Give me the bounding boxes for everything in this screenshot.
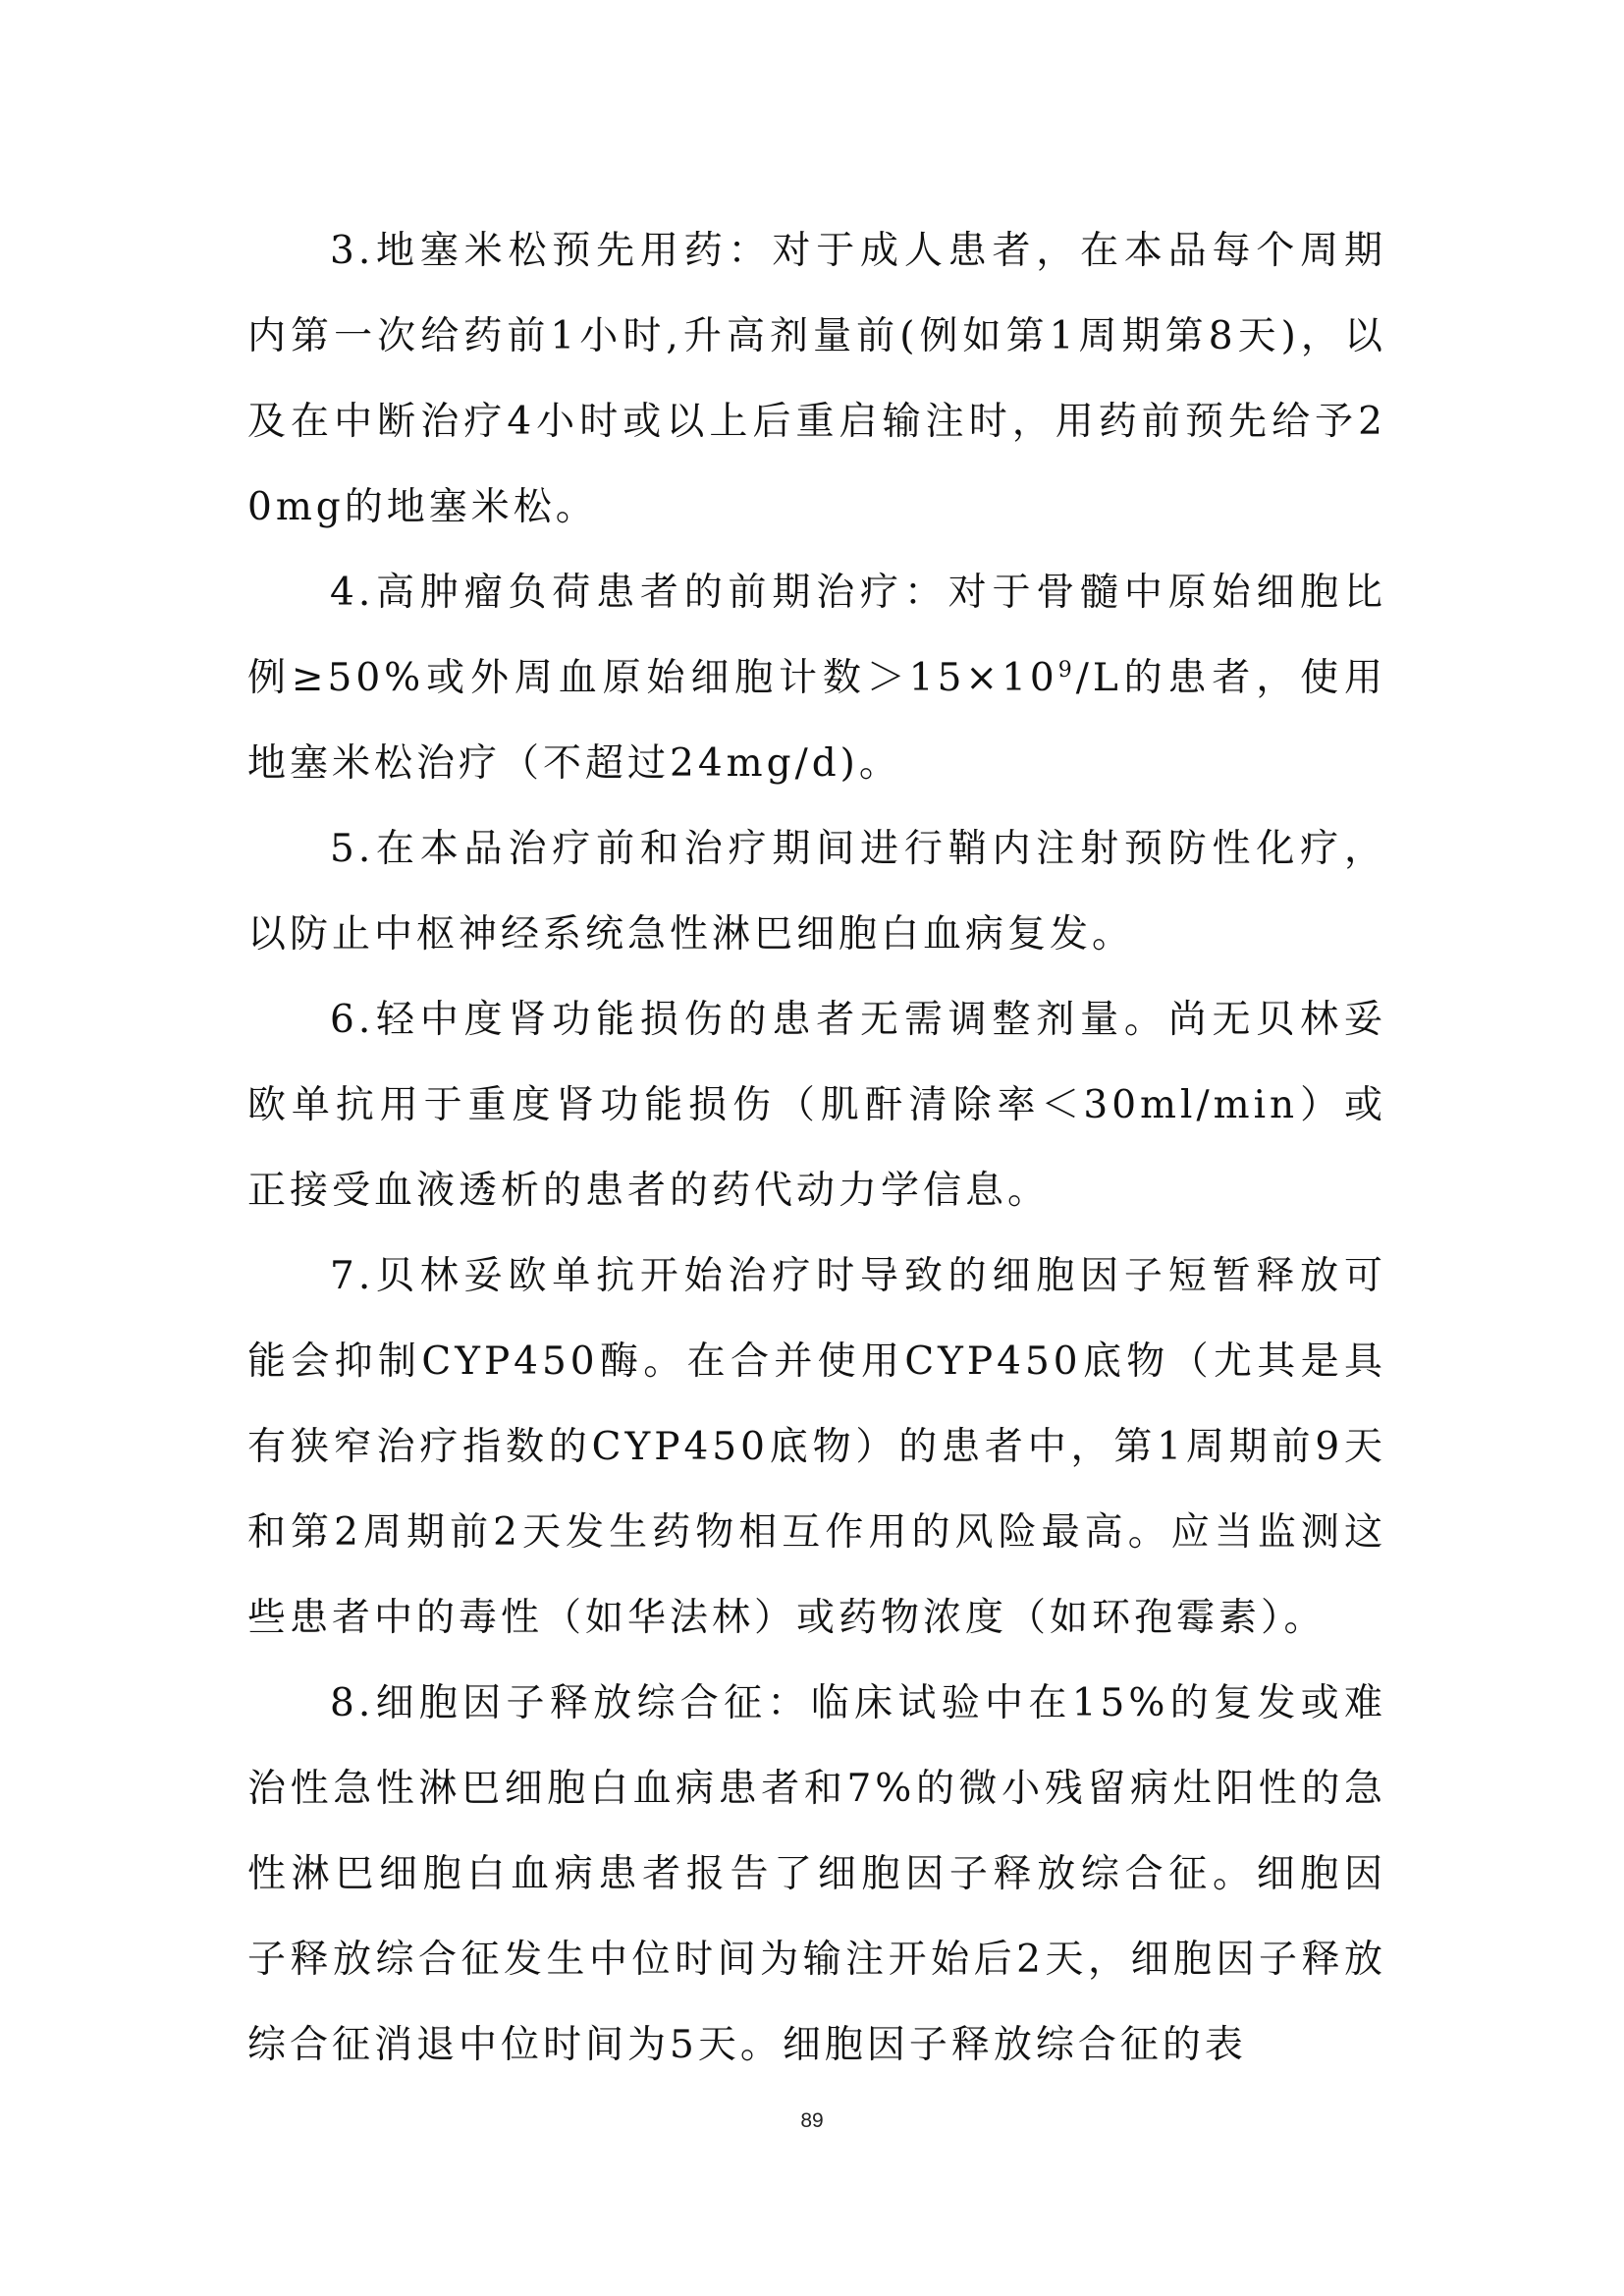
paragraph-4-text-start: 4.高肿瘤负荷患者的前期治疗：对于骨髓中原始细胞比例≥50%或外周血原始细胞计数＞15×10 (247, 571, 1386, 700)
paragraph-5: 5.在本品治疗前和治疗期间进行鞘内注射预防性化疗，以防止中枢神经系统急性淋巴细胞白血病复发。 (247, 827, 1386, 957)
exponent-superscript: 9 (1057, 658, 1076, 683)
paragraph-4 (247, 550, 1386, 806)
paragraph-4-text-end: /L的患者，使用地塞米松治疗（不超过24mg/d)。 (247, 656, 1386, 786)
paragraph-7: 7.贝林妥欧单抗开始治疗时导致的细胞因子短暂释放可能会抑制CYP450酶。在合并使用CYP450底物（尤其是具有狭窄治疗指数的CYP450底物）的患者中，第1周期前9天和第2周期前2天发生药物相互作用的风险最高。应当监测这些患者中的毒性（如华法林）或药物浓度（如环孢霉素）。 (247, 1254, 1386, 1640)
paragraph-3: 3.地塞米松预先用药：对于成人患者，在本品每个周期内第一次给药前1小时,升高剂量前(例如第1周期第8天)，以及在中断治疗4小时或以上后重启输注时，用药前预先给予20mg的地塞米松。 (247, 229, 1386, 529)
paragraph-6: 6.轻中度肾功能损伤的患者无需调整剂量。尚无贝林妥欧单抗用于重度肾功能损伤（肌酐清除率＜30ml/min）或正接受血液透析的患者的药代动力学信息。 (247, 998, 1386, 1213)
paragraph-8: 8.细胞因子释放综合征：临床试验中在15%的复发或难治性急性淋巴细胞白血病患者和7%的微小残留病灶阳性的急性淋巴细胞白血病患者报告了细胞因子释放综合征。细胞因子释放综合征发生中位时间为输注开始后2天，细胞因子释放综合征消退中位时间为5天。细胞因子释放综合征的表 (247, 1681, 1386, 2067)
page-number: 89 (800, 2109, 824, 2132)
body-text (247, 208, 1386, 2088)
